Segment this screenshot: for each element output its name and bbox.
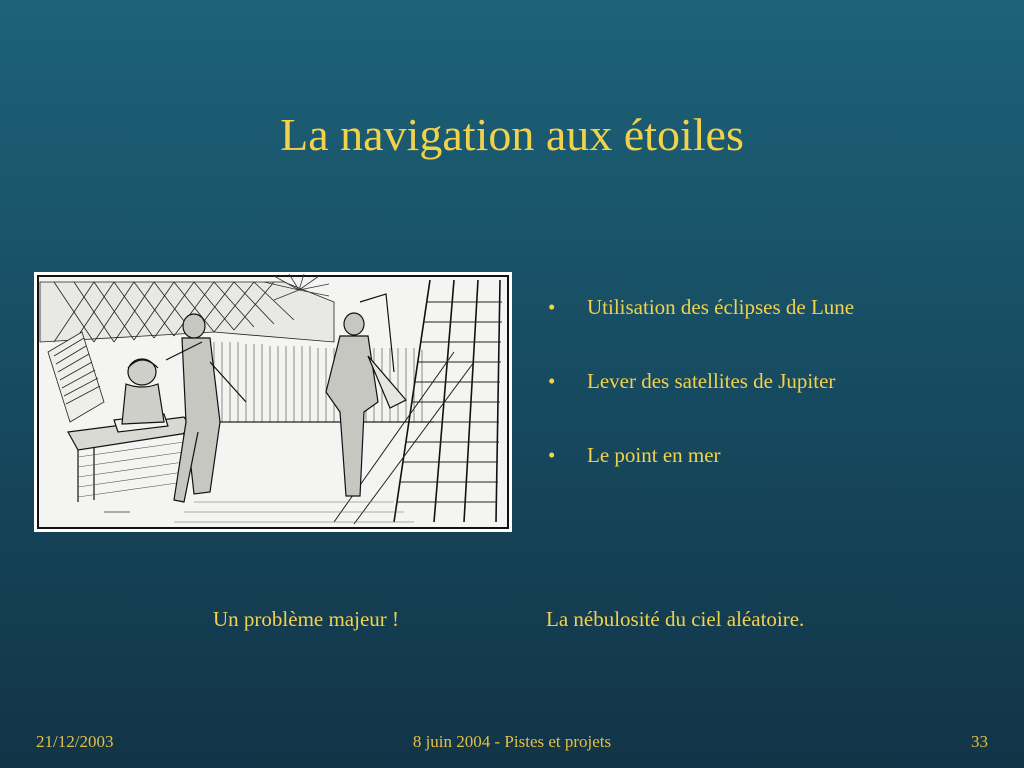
- bullet-text: Lever des satellites de Jupiter: [587, 369, 836, 393]
- slide-number: 33: [971, 732, 988, 751]
- bullet-list: [548, 293, 988, 515]
- footer-event: 8 juin 2004 - Pistes et projets: [412, 732, 612, 751]
- bullet-glyph: •: [548, 443, 556, 467]
- bullet-text: Utilisation des éclipses de Lune: [587, 295, 855, 319]
- bullet-text: Le point en mer: [587, 443, 721, 467]
- bullet-item: [548, 293, 988, 321]
- footer-date: 21/12/2003: [36, 732, 114, 751]
- engraving-drawing: [34, 272, 512, 532]
- note-cloudiness: La nébulosité du ciel aléatoire.: [546, 607, 805, 631]
- bullet-glyph: •: [548, 369, 556, 393]
- slide-title: La navigation aux étoiles: [280, 109, 744, 160]
- note-problem: Un problème majeur !: [213, 607, 400, 631]
- bullet-item: [548, 441, 988, 469]
- ship-deck-engraving: [34, 272, 512, 532]
- bullet-item: [548, 367, 988, 395]
- bullet-glyph: •: [548, 295, 556, 319]
